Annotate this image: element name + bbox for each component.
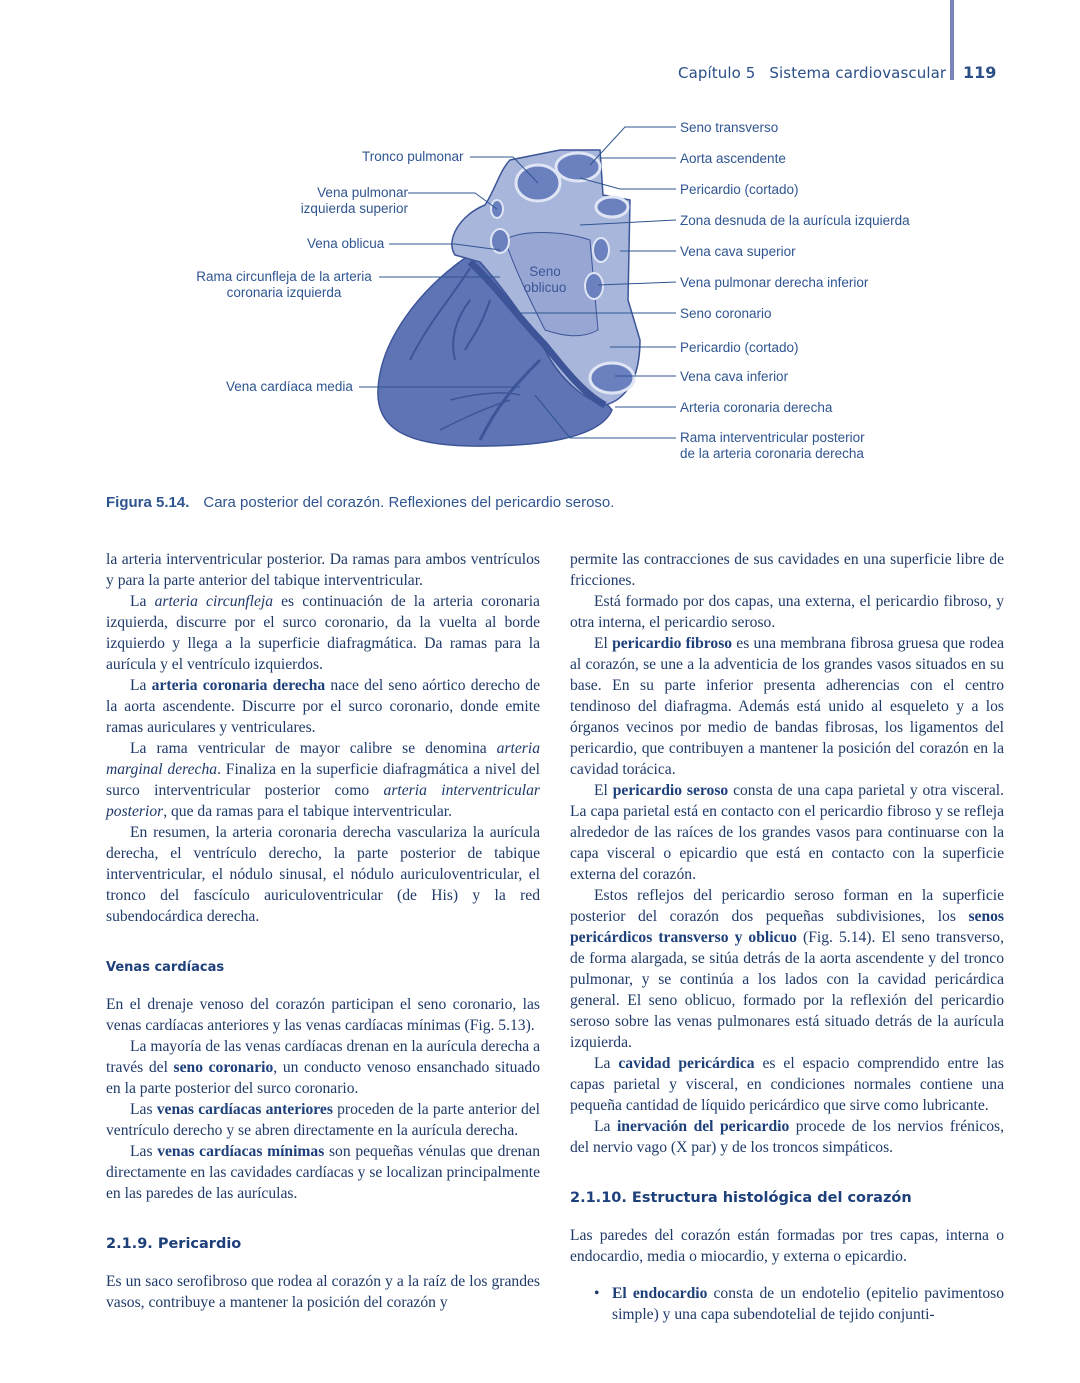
label-vena-cava-inferior: Vena cava inferior [680, 369, 789, 384]
label-pericardio-cortado-1: Pericardio (cortado) [680, 182, 799, 197]
label-tronco-pulmonar: Tronco pulmonar [362, 149, 464, 164]
text: El [594, 782, 613, 799]
text: La rama ventricular de mayor calibre se denomina [130, 740, 497, 757]
bold-term: arteria coronaria derecha [151, 677, 326, 694]
label-aorta-ascendente: Aorta ascendente [680, 151, 786, 166]
label-line: oblicuo [523, 280, 567, 295]
text: es continuación de la arteria coronaria izquierda, discurre por el surco coronario, da la vuelta al borde izquierdo y llega a la superficie diafragmática. Da ramas para la aurícula y el ventrículo izquierdos. [106, 593, 540, 673]
label-line: coronaria izquierda [226, 285, 342, 300]
paragraph: Las paredes del corazón están formadas por tres capas, interna o endocardio, media o miocardio, y externa o epicardio. [570, 1227, 1004, 1265]
bold-term: pericardio seroso [612, 782, 729, 799]
italic-term: arteria interventricular posterior [106, 782, 540, 820]
paragraph [106, 1036, 540, 1099]
chapter-label: Capítulo 5 [678, 64, 756, 82]
label-line: Seno [529, 264, 561, 279]
text: es el espacio comprendido entre las capas parietal y visceral, en condiciones normales contiene una pequeña cantidad de líquido pericárdico que sirve como lubricante. [570, 1055, 1004, 1114]
text: . Finaliza en la superficie diafragmática a nivel del surco interventricular posterior como [106, 761, 540, 799]
bold-term: pericardio fibroso [612, 635, 733, 652]
label-line: izquierda superior [300, 201, 408, 216]
text: nace del seno aórtico derecho de la aorta ascendente. Discurre por el surco coronario, donde emite ramas auriculares y ventriculares. [106, 677, 540, 736]
section-heading-pericardio: 2.1.9. Pericardio [106, 1236, 242, 1252]
text: procede de los nervios frénicos, del nervio vago (X par) y de los troncos simpáticos. [570, 1118, 1004, 1156]
label-arteria-coronaria-derecha: Arteria coronaria derecha [680, 400, 833, 415]
italic-term: arteria marginal derecha [106, 740, 540, 778]
label-vena-cava-superior: Vena cava superior [680, 244, 796, 259]
text: La mayoría de las venas cardíacas drenan en la aurícula derecha a través del [106, 1038, 540, 1076]
label-vena-oblicua: Vena oblicua [307, 236, 385, 251]
text: es una membrana fibrosa gruesa que rodea al corazón, se une a la adventicia de los grandes vasos situados en su base. En su parte inferior presenta adherencias con el centro tendinoso del diafragma. Además está unido al esqueleto y a los órganos vecinos por medio de bandas fibrosas, los ligamentos del pericardio, que contribuyen a mantener la posición del corazón en la cavidad torácica. [570, 635, 1004, 778]
paragraph: permite las contracciones de sus cavidades en una superficie libre de fricciones. [570, 551, 1004, 589]
bold-term: venas cardíacas mínimas [157, 1143, 325, 1160]
text: La [130, 677, 152, 694]
paragraph [106, 591, 540, 675]
italic-term: arteria circunfleja [154, 593, 273, 610]
paragraph: Está formado por dos capas, una externa, el pericardio fibroso, y otra interna, el pericardio seroso. [570, 593, 1004, 631]
text: proceden de la parte anterior del ventrículo derecho y se abren directamente en la aurícula derecha. [106, 1101, 540, 1139]
figure-caption-text: Cara posterior del corazón. Reflexiones del pericardio seroso. [203, 494, 615, 511]
label-vena-cardiaca-media: Vena cardíaca media [226, 379, 353, 394]
label-zona-desnuda: Zona desnuda de la aurícula izquierda [680, 213, 910, 228]
paragraph: la arteria interventricular posterior. Da ramas para ambos ventrículos y para la parte anterior del tabique interventricular. [106, 551, 540, 589]
right-column [570, 549, 1004, 1325]
paragraph [106, 738, 540, 822]
header-rule [950, 0, 954, 80]
bold-term: El endocardio [612, 1285, 708, 1302]
bold-term: venas cardíacas anteriores [156, 1101, 333, 1118]
label-vena-pulmonar-izq-sup [296, 185, 408, 217]
bold-term: cavidad pericárdica [618, 1055, 755, 1072]
left-column [106, 549, 540, 1313]
paragraph [106, 1141, 540, 1204]
paragraph [570, 780, 1004, 885]
figure-caption [106, 494, 614, 511]
label-rama-circunfleja [185, 269, 383, 301]
text: (Fig. 5.14). El seno transverso, de forma alargada, se sitúa detrás de la aorta ascendente y del tronco pulmonar, y se continúa a los lados con la cavidad pericárdica general. El seno oblicuo, formado por la reflexión del pericardio seroso sobre las venas pulmonares está situado detrás de la aurícula izquierda. [570, 929, 1005, 1051]
text: Las [130, 1101, 157, 1118]
label-rama-interventricular-posterior [680, 430, 865, 462]
text: consta de una capa parietal y otra visceral. La capa parietal está en contacto con el pericardio fibroso y se refleja alrededor de las raíces de los grandes vasos para continuarse con la capa visceral o epicardio que está en contacto con la superficie externa del corazón. [570, 782, 1004, 883]
bold-term: inervación del pericardio [616, 1118, 790, 1135]
section-heading-estructura-histologica: 2.1.10. Estructura histológica del corazón [570, 1190, 912, 1206]
bold-term: seno coronario [173, 1059, 274, 1076]
text: , un conducto venoso ensanchado situado en la parte posterior del surco coronario. [106, 1059, 540, 1097]
paragraph [570, 633, 1004, 780]
label-seno-coronario: Seno coronario [680, 306, 772, 321]
text: La [594, 1055, 619, 1072]
label-line: Rama circunfleja de la arteria [196, 269, 372, 284]
bold-term: senos pericárdicos transverso y oblicuo [570, 908, 1004, 946]
paragraph: En resumen, la arteria coronaria derecha vasculariza la aurícula derecha, el ventrículo derecho, la parte posterior de tabique interventricular, el nódulo sinusal, el nódulo auriculoventricular, el tronco del fascículo auriculoventricular (de His) y la red subendocárdica derecha. [106, 824, 540, 925]
text: Estos reflejos del pericardio seroso forman en la superficie posterior del corazón dos pequeñas subdivisiones, los [570, 887, 1004, 925]
label-vena-pulmonar-der-inf: Vena pulmonar derecha inferior [680, 275, 869, 290]
text: El [594, 635, 613, 652]
text: consta de un endotelio (epitelio pavimentoso simple) y una capa subendotelial de tejido conjunti- [612, 1285, 1004, 1323]
paragraph [570, 885, 1004, 1053]
figure-number: Figura 5.14. [106, 494, 190, 511]
label-line: Vena pulmonar [317, 185, 408, 200]
label-pericardio-cortado-2: Pericardio (cortado) [680, 340, 799, 355]
bullet-item [570, 1283, 1004, 1325]
paragraph: En el drenaje venoso del corazón participan el seno coronario, las venas cardíacas anteriores y las venas cardíacas mínimas (Fig. 5.13). [106, 996, 540, 1034]
bullet-icon: • [594, 1285, 600, 1302]
text: La [594, 1118, 617, 1135]
text: La [130, 593, 155, 610]
subheading-venas-cardiacas: Venas cardíacas [106, 960, 225, 975]
paragraph [570, 1116, 1004, 1158]
text: Las [130, 1143, 158, 1160]
chapter-title: Sistema cardiovascular [769, 64, 947, 82]
label-seno-transverso: Seno transverso [680, 120, 779, 135]
label-line: Rama interventricular posterior [680, 430, 865, 445]
running-header [678, 64, 946, 82]
paragraph [570, 1053, 1004, 1116]
bullet-text [596, 1283, 1004, 1325]
page-number: 119 [963, 63, 997, 82]
text: son pequeñas vénulas que drenan directamente en las cavidades cardíacas y se localizan principalmente en las paredes de las aurículas. [106, 1143, 541, 1202]
figure-heart-posterior [0, 100, 1080, 480]
text: , que da ramas para el tabique interventricular. [163, 803, 452, 820]
paragraph [106, 1099, 540, 1141]
paragraph: Es un saco serofibroso que rodea al corazón y a la raíz de los grandes vasos, contribuye a mantener la posición del corazón y [106, 1273, 540, 1311]
paragraph [106, 675, 540, 738]
label-seno-oblicuo [515, 264, 575, 296]
label-line: de la arteria coronaria derecha [680, 446, 864, 461]
